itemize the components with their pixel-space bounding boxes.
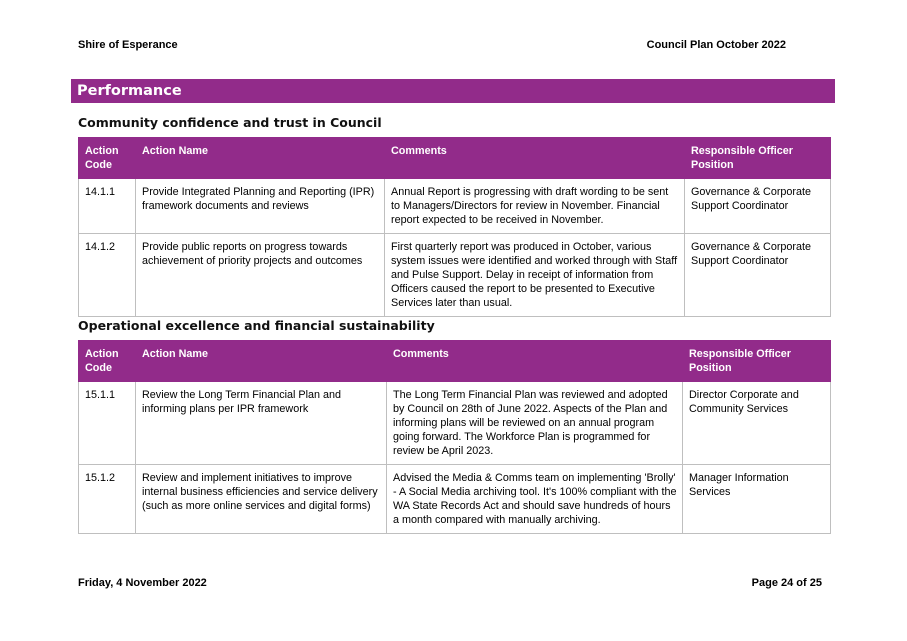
- column-header-comments: Comments: [387, 341, 683, 382]
- table-header-row: [79, 341, 831, 382]
- cell-code: 15.1.1: [79, 382, 136, 465]
- cell-name: Review the Long Term Financial Plan and informing plans per IPR framework: [136, 382, 387, 465]
- column-header-name: Action Name: [136, 138, 385, 179]
- cell-comments: Annual Report is progressing with draft wording to be sent to Managers/Directors for review in November. Financial report expected to be received in November.: [385, 179, 685, 234]
- cell-name: Review and implement initiatives to improve internal business efficiencies and service delivery (such as more online services and digital forms): [136, 465, 387, 534]
- footer-page-number: Page 24 of 25: [751, 577, 822, 589]
- cell-officer: Manager Information Services: [683, 465, 831, 534]
- table-row: [79, 465, 831, 534]
- cell-officer: Director Corporate and Community Services: [683, 382, 831, 465]
- cell-officer: Governance & Corporate Support Coordinator: [685, 179, 831, 234]
- column-header-name: Action Name: [136, 341, 387, 382]
- table-row: [79, 234, 831, 317]
- column-header-code: Action Code: [79, 341, 136, 382]
- cell-comments: Advised the Media & Comms team on implementing 'Brolly' - A Social Media archiving tool. It's 100% compliant with the WA State Records Act and should save hundreds of hours a month compared with manually archiving.: [387, 465, 683, 534]
- column-header-code: Action Code: [79, 138, 136, 179]
- table-header-row: [79, 138, 831, 179]
- cell-code: 15.1.2: [79, 465, 136, 534]
- table-heading: Operational excellence and financial sustainability: [78, 318, 435, 333]
- footer-date: Friday, 4 November 2022: [78, 577, 207, 589]
- action-table: [78, 137, 831, 317]
- cell-officer: Governance & Corporate Support Coordinator: [685, 234, 831, 317]
- table-heading: Community confidence and trust in Council: [78, 115, 382, 130]
- section-title: Performance: [71, 79, 835, 103]
- cell-comments: The Long Term Financial Plan was reviewed and adopted by Council on 28th of June 2022. Aspects of the Plan and informing plans will be reviewed on an annual program going forward. The Workforce Plan is programmed for review be April 2023.: [387, 382, 683, 465]
- header-organization: Shire of Esperance: [78, 39, 178, 51]
- header-document-title: Council Plan October 2022: [646, 39, 786, 51]
- column-header-officer: Responsible Officer Position: [683, 341, 831, 382]
- table-row: [79, 382, 831, 465]
- cell-name: Provide public reports on progress towards achievement of priority projects and outcomes: [136, 234, 385, 317]
- column-header-officer: Responsible Officer Position: [685, 138, 831, 179]
- action-table: [78, 340, 831, 534]
- column-header-comments: Comments: [385, 138, 685, 179]
- cell-code: 14.1.1: [79, 179, 136, 234]
- cell-code: 14.1.2: [79, 234, 136, 317]
- cell-comments: First quarterly report was produced in October, various system issues were identified and worked through with Staff and Pulse Support. Delay in receipt of information from Officers caused the report to be presented to Executive Services later than usual.: [385, 234, 685, 317]
- cell-name: Provide Integrated Planning and Reporting (IPR) framework documents and reviews: [136, 179, 385, 234]
- table-row: [79, 179, 831, 234]
